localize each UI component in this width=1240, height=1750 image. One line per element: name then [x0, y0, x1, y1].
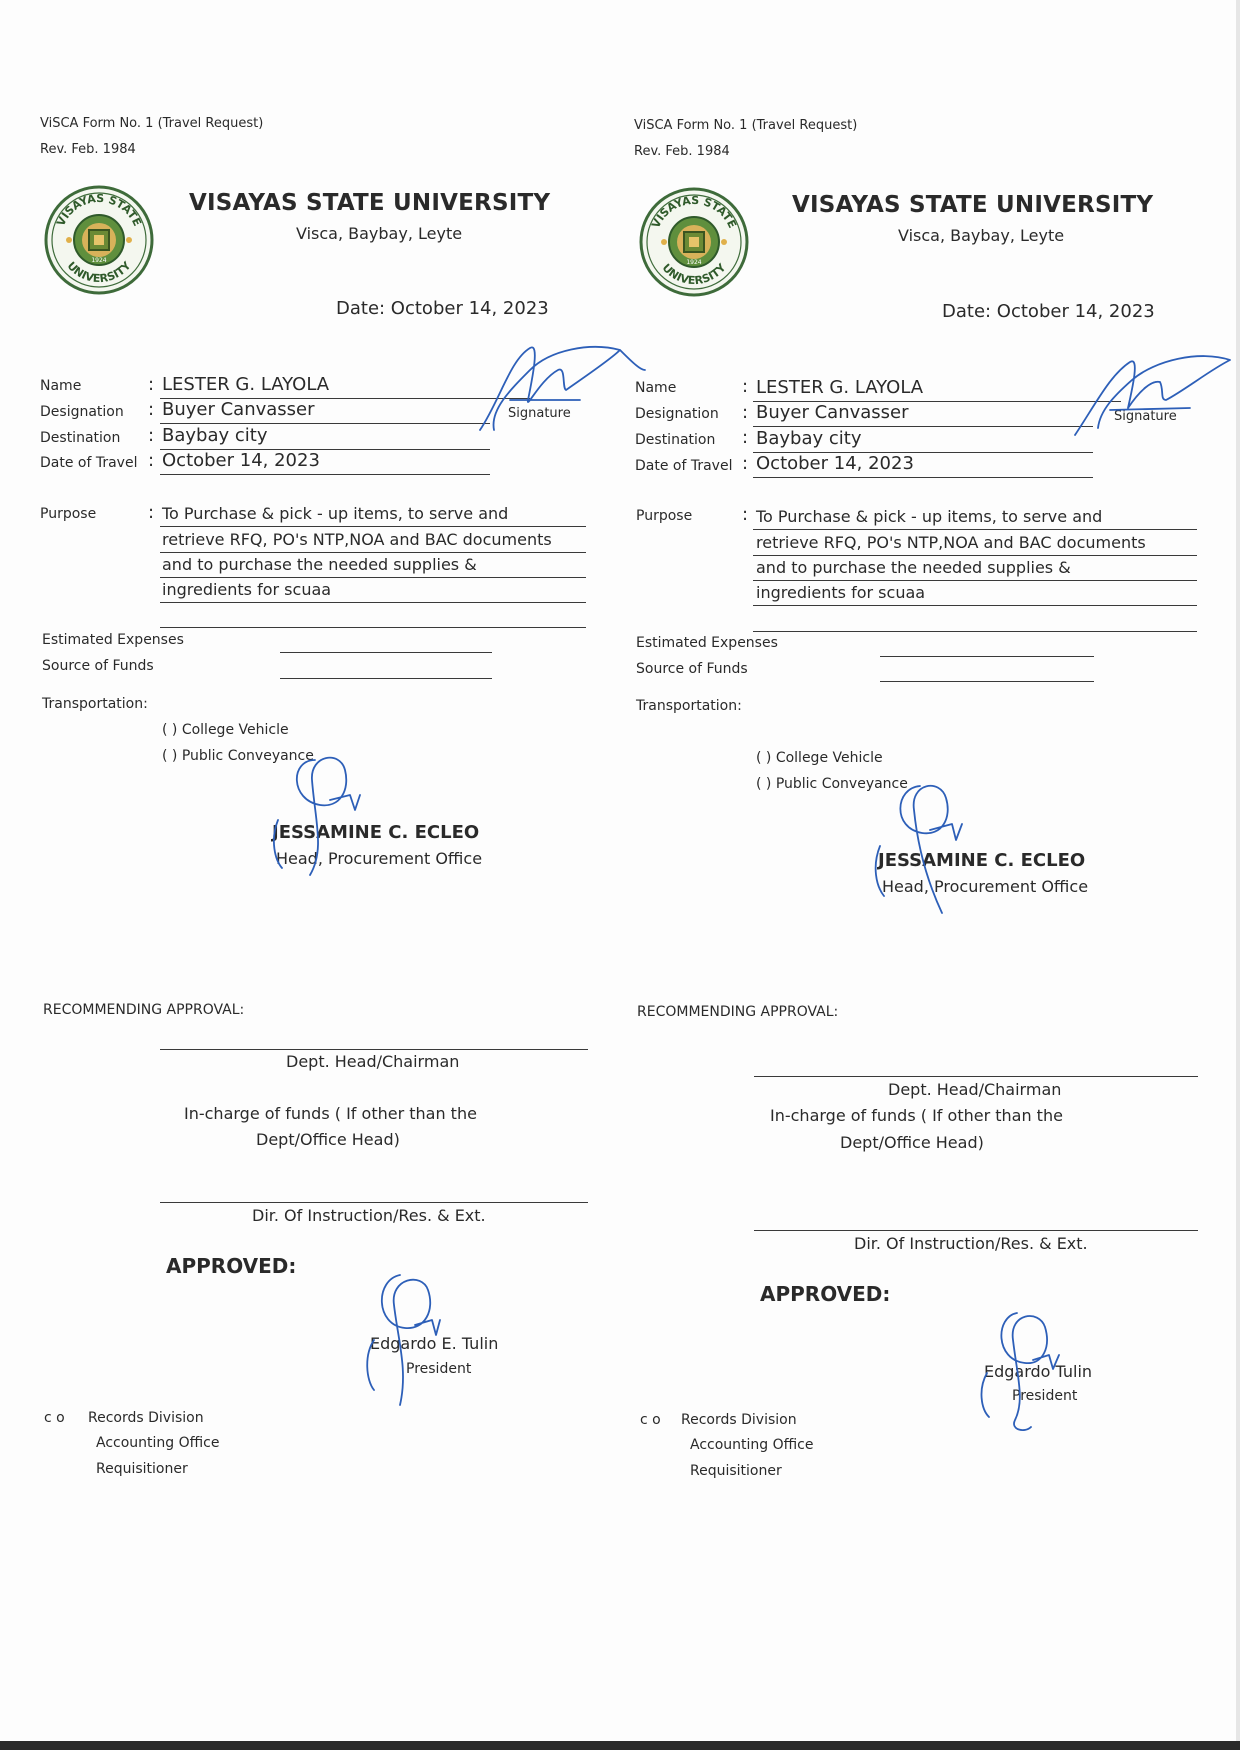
- svg-text:UNIVERSITY: UNIVERSITY: [659, 261, 729, 288]
- page-right-border: [1236, 0, 1240, 1750]
- destination-value: Baybay city: [756, 428, 862, 449]
- purpose-line-4: ingredients for scuaa: [162, 580, 332, 599]
- request-date: Date: October 14, 2023: [942, 301, 1155, 322]
- in-charge-funds-line-1: In-charge of funds ( If other than the: [770, 1106, 1063, 1125]
- cc-requisitioner: Requisitioner: [96, 1461, 188, 1477]
- form-number: ViSCA Form No. 1 (Travel Request): [634, 118, 858, 133]
- form-revision: Rev. Feb. 1984: [40, 142, 136, 157]
- head-signature-icon: [870, 778, 990, 918]
- request-date: Date: October 14, 2023: [336, 298, 549, 319]
- in-charge-funds-line-2: Dept/Office Head): [840, 1133, 984, 1152]
- requester-signature-icon: [470, 340, 650, 440]
- in-charge-funds-line-1: In-charge of funds ( If other than the: [184, 1104, 477, 1123]
- designation-value: Buyer Canvasser: [162, 399, 315, 420]
- purpose-label: Purpose: [636, 508, 693, 524]
- university-seal-icon: [638, 186, 750, 298]
- purpose-line-1: To Purchase & pick - up items, to serve and: [756, 507, 1103, 526]
- recommending-approval-label: RECOMMENDING APPROVAL:: [637, 1004, 839, 1020]
- date-of-travel-value: October 14, 2023: [756, 453, 914, 474]
- destination-colon: :: [742, 427, 749, 448]
- destination-label: Destination: [40, 430, 121, 446]
- in-charge-funds-line-2: Dept/Office Head): [256, 1130, 400, 1149]
- svg-text:VISAYAS STATE: VISAYAS STATE: [649, 193, 739, 231]
- estimated-expenses-label: Estimated Expenses: [636, 635, 778, 651]
- destination-label: Destination: [635, 432, 716, 448]
- purpose-line-3: and to purchase the needed supplies &: [756, 558, 1071, 577]
- purpose-line-2: retrieve RFQ, PO's NTP,NOA and BAC documents: [756, 533, 1146, 552]
- designation-colon: :: [742, 402, 749, 423]
- name-value: LESTER G. LAYOLA: [162, 374, 330, 395]
- cc-accounting-office: Accounting Office: [690, 1437, 814, 1453]
- designation-value: Buyer Canvasser: [756, 402, 909, 423]
- name-label: Name: [40, 378, 82, 394]
- university-name: VISAYAS STATE UNIVERSITY: [792, 192, 1154, 218]
- president-title: President: [406, 1361, 472, 1377]
- head-name: JESSAMINE C. ECLEO: [272, 822, 480, 843]
- name-colon: :: [742, 376, 749, 397]
- name-label: Name: [635, 380, 677, 396]
- source-of-funds-label: Source of Funds: [42, 658, 154, 674]
- signature-label: Signature: [508, 406, 571, 421]
- form-revision: Rev. Feb. 1984: [634, 144, 730, 159]
- transport-option-college-vehicle: ( ) College Vehicle: [756, 750, 883, 766]
- transport-option-public-conveyance: ( ) Public Conveyance: [162, 748, 314, 764]
- head-title: Head, Procurement Office: [882, 877, 1089, 896]
- date-of-travel-colon: :: [148, 450, 155, 471]
- purpose-colon: :: [742, 504, 749, 525]
- name-colon: :: [148, 374, 155, 395]
- transportation-label: Transportation:: [42, 696, 148, 712]
- scan-bottom-edge: [0, 1741, 1240, 1750]
- director-label: Dir. Of Instruction/Res. & Ext.: [854, 1234, 1088, 1253]
- transport-option-college-vehicle: ( ) College Vehicle: [162, 722, 289, 738]
- purpose-line-4: ingredients for scuaa: [756, 583, 926, 602]
- source-of-funds-label: Source of Funds: [636, 661, 748, 677]
- cc-label: c o: [640, 1412, 661, 1428]
- purpose-colon: :: [148, 502, 155, 523]
- cc-requisitioner: Requisitioner: [690, 1463, 782, 1479]
- president-name: Edgardo E. Tulin: [370, 1334, 499, 1353]
- cc-records-division: Records Division: [88, 1410, 204, 1426]
- svg-text:VISAYAS STATE: VISAYAS STATE: [54, 191, 144, 229]
- destination-colon: :: [148, 425, 155, 446]
- svg-text:1924: 1924: [91, 257, 107, 264]
- cc-accounting-office: Accounting Office: [96, 1435, 220, 1451]
- purpose-line-3: and to purchase the needed supplies &: [162, 555, 477, 574]
- svg-text:UNIVERSITY: UNIVERSITY: [64, 259, 134, 286]
- date-of-travel-label: Date of Travel: [40, 455, 138, 471]
- university-address: Visca, Baybay, Leyte: [898, 226, 1065, 245]
- recommending-approval-label: RECOMMENDING APPROVAL:: [43, 1002, 245, 1018]
- transportation-label: Transportation:: [636, 698, 742, 714]
- requester-signature-icon: [1070, 350, 1235, 440]
- designation-label: Designation: [635, 406, 719, 422]
- university-seal-icon: [43, 184, 155, 296]
- university-address: Visca, Baybay, Leyte: [296, 224, 463, 243]
- estimated-expenses-label: Estimated Expenses: [42, 632, 184, 648]
- cc-records-division: Records Division: [681, 1412, 797, 1428]
- date-of-travel-value: October 14, 2023: [162, 450, 320, 471]
- president-name: Edgardo Tulin: [984, 1362, 1093, 1381]
- director-label: Dir. Of Instruction/Res. & Ext.: [252, 1206, 486, 1225]
- dept-head-label: Dept. Head/Chairman: [286, 1052, 460, 1071]
- date-of-travel-label: Date of Travel: [635, 458, 733, 474]
- head-title: Head, Procurement Office: [276, 849, 483, 868]
- signature-label: Signature: [1114, 409, 1177, 424]
- transport-option-public-conveyance: ( ) Public Conveyance: [756, 776, 908, 792]
- purpose-line-2: retrieve RFQ, PO's NTP,NOA and BAC documents: [162, 530, 552, 549]
- dept-head-label: Dept. Head/Chairman: [888, 1080, 1062, 1099]
- purpose-line-1: To Purchase & pick - up items, to serve and: [162, 504, 509, 523]
- purpose-label: Purpose: [40, 506, 97, 522]
- svg-text:1924: 1924: [686, 259, 702, 266]
- approved-label: APPROVED:: [760, 1282, 891, 1306]
- head-name: JESSAMINE C. ECLEO: [878, 850, 1086, 871]
- name-value: LESTER G. LAYOLA: [756, 377, 924, 398]
- designation-label: Designation: [40, 404, 124, 420]
- destination-value: Baybay city: [162, 425, 268, 446]
- approved-label: APPROVED:: [166, 1254, 297, 1278]
- university-name: VISAYAS STATE UNIVERSITY: [189, 190, 551, 216]
- designation-colon: :: [148, 399, 155, 420]
- date-of-travel-colon: :: [742, 453, 749, 474]
- cc-label: c o: [44, 1410, 65, 1426]
- form-number: ViSCA Form No. 1 (Travel Request): [40, 116, 264, 131]
- president-title: President: [1012, 1388, 1078, 1404]
